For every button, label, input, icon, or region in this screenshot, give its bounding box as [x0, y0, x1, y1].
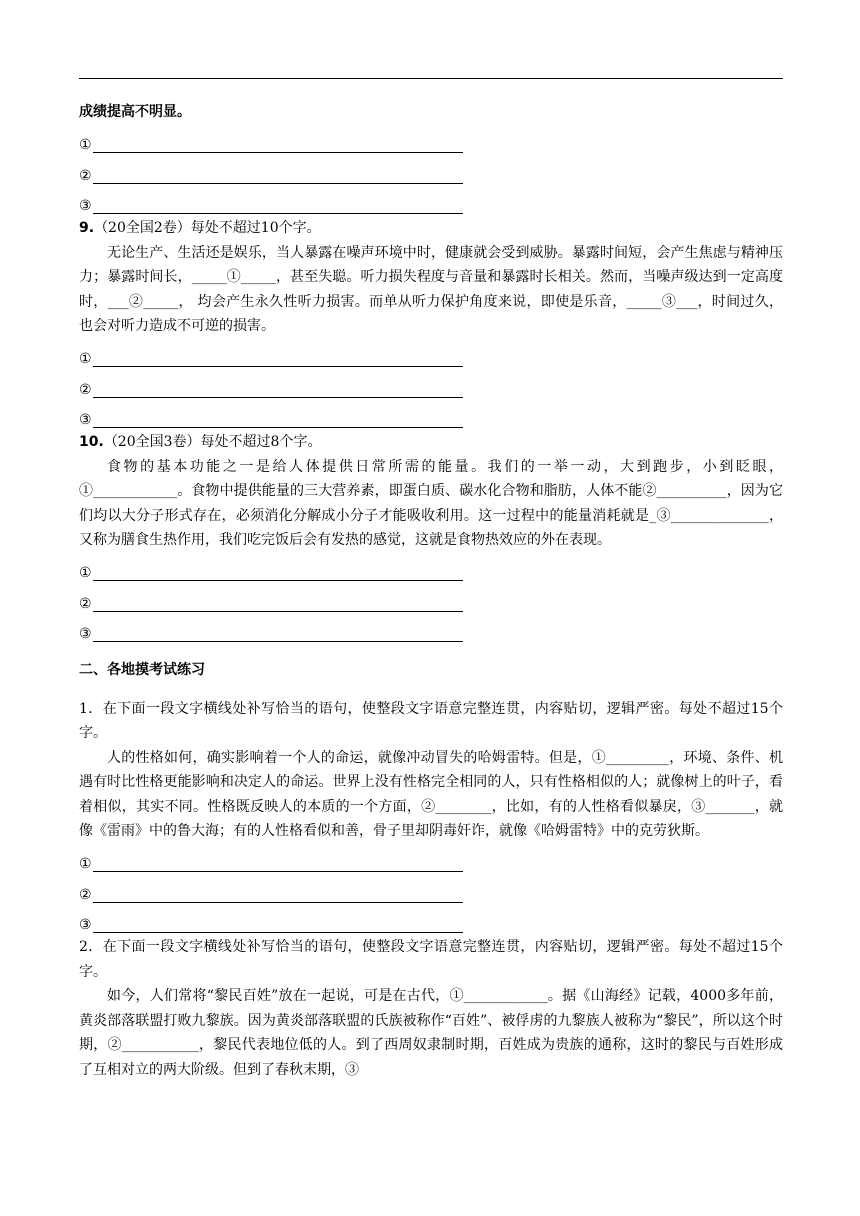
answer-marker: ③: [79, 198, 92, 214]
answer-line-3[interactable]: [79, 905, 463, 936]
answer-line-3[interactable]: [79, 400, 463, 431]
practice-1-head: 1．在下面一段文字横线处补写恰当的语句，使整段文字语意完整连贯，内容贴切，逻辑严密。每处不超过15个字。: [79, 700, 783, 741]
question-9-body: 无论生产、生活还是娱乐，当人暴露在噪声环境中时，健康就会受到威胁。暴露时间短，会产生焦虑与精神压力；暴露时间长，_____①_____，甚至失聪。听力损失程度与音量和暴露时长相关。然而，当噪声级达到一定高度时，___②_____， 均会产生永久性听力损害。而单从听力保护角度来说，即使是乐音，_____③___，时间过久，也会对听力造成不可逆的损害。: [79, 244, 783, 334]
answer-marker: ③: [79, 917, 92, 933]
answer-lines-q9: [79, 339, 783, 431]
carryover-text: 成绩提高不明显。: [79, 104, 191, 120]
header-rule: [79, 78, 783, 79]
practice-2-head: 2．在下面一段文字横线处补写恰当的语句，使整段文字语意完整连贯，内容贴切，逻辑严密。每处不超过15个字。: [79, 939, 783, 980]
question-9-head: [79, 216, 783, 241]
answer-marker: ①: [79, 856, 92, 872]
question-number: 10.: [79, 434, 104, 450]
answer-line-1[interactable]: [79, 339, 463, 370]
practice-2-body: 如今，人们常将“黎民百姓”放在一起说，可是在古代，①____________。据《山海经》记载，4000多年前，黄炎部落联盟打败九黎族。因为黄炎部落联盟的氏族被称作“百姓”、被俘虏的九黎族人被称为“黎民”，所以这个时期，②___________，黎民代表地位低的人。到了西周奴隶制时期，百姓成为贵族的通称，这时的黎民与百姓形成了互相对立的两大阶级。但到了春秋末期，③: [79, 988, 783, 1078]
answer-line-2[interactable]: [79, 369, 463, 400]
answer-marker: ①: [79, 137, 92, 153]
answer-line-2[interactable]: [79, 155, 463, 186]
answer-marker: ①: [79, 351, 92, 367]
answer-line-1[interactable]: [79, 844, 463, 875]
answer-line-2[interactable]: [79, 874, 463, 905]
answer-line-1[interactable]: [79, 125, 463, 156]
answer-marker: ②: [79, 381, 92, 398]
question-10-head: [79, 430, 783, 455]
practice-1-body: 人的性格如何，确实影响着一个人的命运，就像冲动冒失的哈姆雷特。但是，①_________，环境、条件、机遇有时比性格更能影响和决定人的命运。世界上没有性格完全相同的人，只有性格相似的人；就像树上的叶子，看着相似，其实不同。性格既反映人的本质的一个方面，②________，比如，有的人性格看似暴戾，③_______，就像《雷雨》中的鲁大海；有的人性格看似和善，骨子里却阴毒奸诈，就像《哈姆雷特》中的克劳狄斯。: [79, 749, 783, 839]
section-heading: 二、各地摸考试练习: [79, 662, 205, 678]
question-number: 9.: [79, 220, 95, 236]
answer-marker: ①: [79, 565, 92, 581]
question-instruction: （20全国3卷）每处不超过8个字。: [103, 434, 322, 450]
answer-lines-q10: [79, 553, 783, 645]
answer-marker: ③: [79, 412, 92, 428]
answer-line-3[interactable]: [79, 186, 463, 217]
answer-lines-p1: [79, 844, 783, 936]
answer-marker: ③: [79, 626, 92, 642]
answer-marker: ②: [79, 886, 92, 903]
question-instruction: （20全国2卷）每处不超过10个字。: [94, 220, 321, 236]
question-10-body: 食物的基本功能之一是给人体提供日常所需的能量。我们的一举一动，大到跑步，小到眨眼，①____________。食物中提供能量的三大营养素，即蛋白质、碳水化合物和脂肪，人体不能②__________，因为它们均以大分子形式存在，必须消化分解成小分子才能吸收利用。这一过程中的能量消耗就是_③______________，又称为膳食生热作用，我们吃完饭后会有发热的感觉，这就是食物热效应的外在表现。: [79, 458, 783, 548]
answer-line-2[interactable]: [79, 583, 463, 614]
answer-lines-prev: [79, 125, 783, 217]
answer-line-1[interactable]: [79, 553, 463, 584]
answer-marker: ②: [79, 167, 92, 184]
answer-marker: ②: [79, 595, 92, 612]
answer-line-3[interactable]: [79, 614, 463, 645]
document-body: [79, 100, 783, 1082]
